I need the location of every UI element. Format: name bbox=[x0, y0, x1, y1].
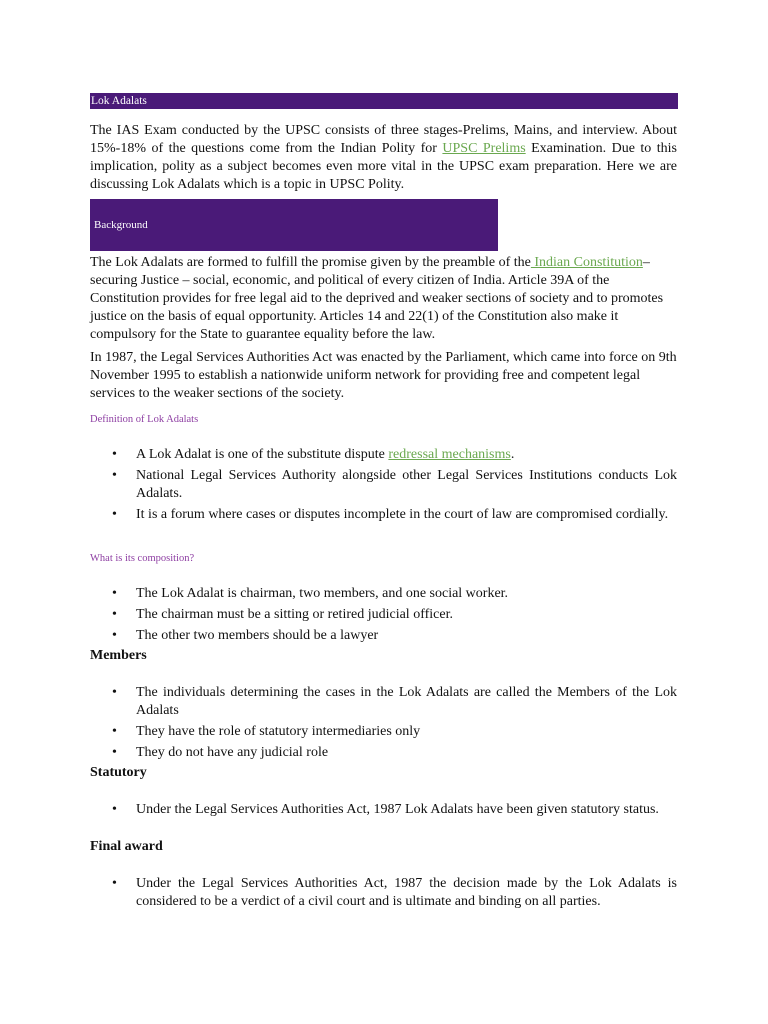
list-item: • The individuals determining the cases in the Lok Adalats are called the Members of the Lok Adalats bbox=[112, 685, 677, 718]
background-text-after: – securing Justice – social, economic, and political of every citizen of India. Article 39A of the Constitution provides for free legal aid to the deprived and weaker sections of society and to promotes justice on the basis of equal opportunity. Articles 14 and 22(1) of the Constitution also make it compulsory for the State to guarantee equality before the law. bbox=[90, 255, 664, 342]
list-item: • The Lok Adalat is chairman, two members, and one social worker. bbox=[112, 586, 509, 601]
intro-text-after: Examination. Due to this implication, polity as a subject becomes even more vital in the UPSC exam preparation. Here we are discussing Lok Adalats which is a topic in UPSC Polity. bbox=[90, 141, 677, 192]
bullet-icon: • bbox=[112, 586, 117, 601]
bullet-icon: • bbox=[112, 876, 117, 891]
bullet-icon: • bbox=[112, 745, 117, 760]
bullet-icon: • bbox=[112, 468, 117, 483]
bullet-icon: • bbox=[112, 685, 117, 700]
statutory-list bbox=[90, 801, 677, 822]
intro-paragraph bbox=[90, 122, 677, 194]
upsc-prelims-link[interactable]: UPSC Prelims bbox=[442, 141, 526, 156]
list-item: • A Lok Adalat is one of the substitute dispute redressal mechanisms. bbox=[112, 447, 515, 462]
list-item: • The other two members should be a lawyer bbox=[112, 628, 379, 643]
list-item: • It is a forum where cases or disputes incomplete in the court of law are compromised cordially. bbox=[112, 507, 669, 522]
list-item: • Under the Legal Services Authorities Act, 1987 Lok Adalats have been given statutory status. bbox=[112, 802, 659, 817]
bullet-icon: • bbox=[112, 507, 117, 522]
bullet-icon: • bbox=[112, 802, 117, 817]
statutory-heading: Statutory bbox=[90, 765, 147, 780]
members-list bbox=[90, 684, 677, 765]
redressal-mechanisms-link[interactable]: redressal mechanisms bbox=[388, 447, 511, 462]
title-banner: Lok Adalats bbox=[90, 93, 678, 109]
list-item: • Under the Legal Services Authorities Act, 1987 the decision made by the Lok Adalats is considered to be a verdict of a civil court and is ultimate and binding on all parties. bbox=[112, 876, 677, 909]
composition-list bbox=[90, 585, 677, 648]
members-heading: Members bbox=[90, 648, 147, 663]
definition-heading: Definition of Lok Adalats bbox=[90, 414, 199, 425]
final-award-heading: Final award bbox=[90, 839, 163, 854]
background-text-before: The Lok Adalats are formed to fulfill the promise given by the preamble of the bbox=[90, 255, 531, 270]
list-item: • The chairman must be a sitting or retired judicial officer. bbox=[112, 607, 453, 622]
definition-list bbox=[90, 446, 677, 527]
background-paragraph bbox=[90, 254, 677, 344]
bullet-icon: • bbox=[112, 607, 117, 622]
list-item: • They do not have any judicial role bbox=[112, 745, 329, 760]
bullet-icon: • bbox=[112, 628, 117, 643]
list-item: • National Legal Services Authority alongside other Legal Services Institutions conducts Lok Adalats. bbox=[112, 468, 677, 501]
background-banner: Background bbox=[90, 199, 498, 251]
act-paragraph: In 1987, the Legal Services Authorities Act was enacted by the Parliament, which came into force on 9th November 1995 to establish a nationwide uniform network for providing free and competent legal services to the weaker sections of the society. bbox=[90, 350, 677, 401]
list-item: • They have the role of statutory intermediaries only bbox=[112, 724, 421, 739]
bullet-icon: • bbox=[112, 447, 117, 462]
indian-constitution-link[interactable]: Indian Constitution bbox=[530, 255, 643, 270]
bullet-icon: • bbox=[112, 724, 117, 739]
final-award-list bbox=[90, 875, 677, 914]
intro-text-before: The IAS Exam conducted by the UPSC consists of three stages-Prelims, Mains, and interview. About 15%-18% of the questions come from the Indian Polity for bbox=[90, 123, 677, 156]
composition-heading: What is its composition? bbox=[90, 553, 195, 564]
